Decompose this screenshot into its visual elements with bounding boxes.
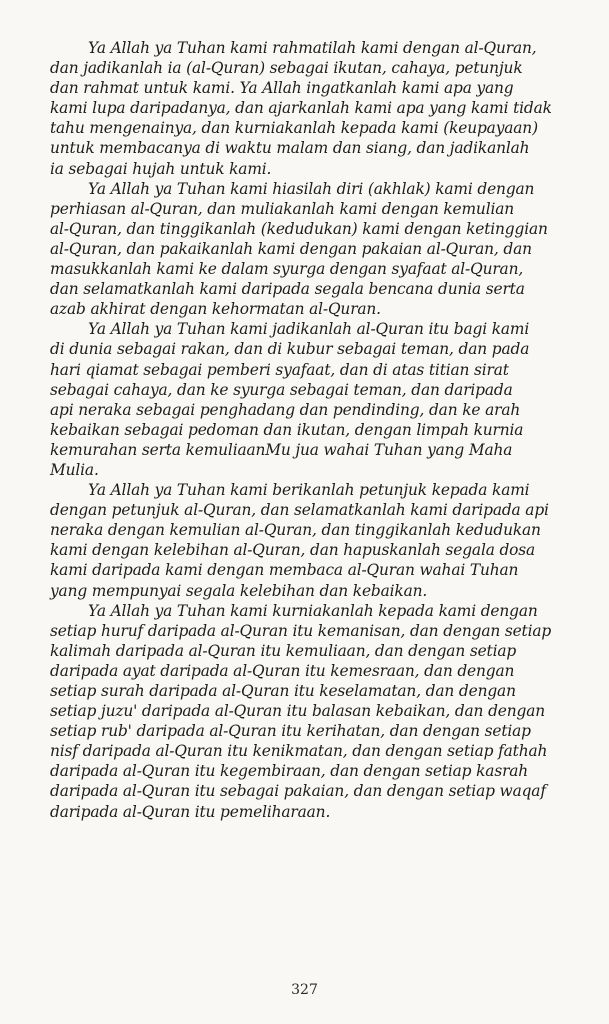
text-line: daripada al-Quran itu kegembiraan, dan dengan setiap kasrah xyxy=(50,762,529,781)
prayer-text xyxy=(50,38,575,822)
text-line: kami dengan kelebihan al-Quran, dan hapuskanlah segala dosa xyxy=(50,541,536,560)
paragraph-4 xyxy=(50,480,575,601)
page-number: 327 xyxy=(291,982,318,998)
text-line: yang mempunyai segala kelebihan dan kebaikan. xyxy=(50,581,428,600)
text-line: daripada al-Quran itu pemeliharaan. xyxy=(50,802,331,821)
text-line: setiap huruf daripada al-Quran itu kemanisan, dan dengan setiap xyxy=(50,621,552,640)
text-line: untuk membacanya di waktu malam dan siang, dan jadikanlah xyxy=(50,139,530,158)
text-line: hari qiamat sebagai pemberi syafaat, dan di atas titian sirat xyxy=(50,360,509,379)
text-line: kami lupa daripadanya, dan ajarkanlah kami apa yang kami tidak xyxy=(50,99,552,118)
text-line: perhiasan al-Quran, dan muliakanlah kami dengan kemulian xyxy=(50,199,515,218)
text-line: azab akhirat dengan kehormatan al-Quran. xyxy=(50,300,381,319)
paragraph-1 xyxy=(50,38,575,179)
text-line: sebagai cahaya, dan ke syurga sebagai teman, dan daripada xyxy=(50,380,513,399)
text-line: setiap juzu' daripada al-Quran itu balasan kebaikan, dan dengan xyxy=(50,702,545,721)
text-line: kebaikan sebagai pedoman dan ikutan, dengan limpah kurnia xyxy=(50,420,524,439)
paragraph-3 xyxy=(50,319,575,480)
text-line: setiap surah daripada al-Quran itu keselamatan, dan dengan xyxy=(50,682,516,700)
text-line: dan jadikanlah ia (al-Quran) sebagai ikutan, cahaya, petunjuk xyxy=(50,59,523,78)
text-line: dan selamatkanlah kami daripada segala bencana dunia serta xyxy=(50,280,525,299)
text-line: al-Quran, dan tinggikanlah (kedudukan) kami dengan ketinggian xyxy=(50,219,548,238)
text-line: api neraka sebagai penghadang dan pendinding, dan ke arah xyxy=(50,400,521,419)
text-line: nisf daripada al-Quran itu kenikmatan, dan dengan setiap fathah xyxy=(50,742,548,761)
text-line: al-Quran, dan pakaikanlah kami dengan pakaian al-Quran, dan xyxy=(50,239,532,258)
text-line: daripada al-Quran itu sebagai pakaian, dan dengan setiap waqaf xyxy=(50,782,546,801)
text-line: kemurahan serta kemuliaanMu jua wahai Tuhan yang Maha xyxy=(50,440,513,459)
paragraph-5 xyxy=(50,601,575,822)
text-line: ia sebagai hujah untuk kami. xyxy=(50,159,272,178)
text-line: Ya Allah ya Tuhan kami hiasilah diri (akhlak) kami dengan xyxy=(88,179,535,198)
text-line: setiap rub' daripada al-Quran itu kerihatan, dan dengan setiap xyxy=(50,722,531,741)
text-line: kalimah daripada al-Quran itu kemuliaan, dan dengan setiap xyxy=(50,641,517,660)
text-line: Ya Allah ya Tuhan kami rahmatilah kami dengan al-Quran, xyxy=(88,39,537,57)
text-line: Ya Allah ya Tuhan kami berikanlah petunjuk kepada kami xyxy=(88,481,530,500)
text-line: dan rahmat untuk kami. Ya Allah ingatkanlah kami apa yang xyxy=(50,79,514,98)
text-line: tahu mengenainya, dan kurniakanlah kepada kami (keupayaan) xyxy=(50,119,538,138)
text-line: neraka dengan kemulian al-Quran, dan tinggikanlah kedudukan xyxy=(50,521,541,540)
text-line: Ya Allah ya Tuhan kami jadikanlah al-Quran itu bagi kami xyxy=(88,320,530,339)
text-line: daripada ayat daripada al-Quran itu kemesraan, dan dengan xyxy=(50,661,515,680)
paragraph-2 xyxy=(50,179,575,320)
text-line: masukkanlah kami ke dalam syurga dengan syafaat al-Quran, xyxy=(50,260,524,279)
text-line: Ya Allah ya Tuhan kami kurniakanlah kepada kami dengan xyxy=(88,601,538,620)
text-line: dengan petunjuk al-Quran, dan selamatkanlah kami daripada api xyxy=(50,501,549,520)
text-line: Mulia. xyxy=(50,460,99,479)
text-line: kami daripada kami dengan membaca al-Quran wahai Tuhan xyxy=(50,561,519,580)
text-line: di dunia sebagai rakan, dan di kubur sebagai teman, dan pada xyxy=(50,340,530,359)
